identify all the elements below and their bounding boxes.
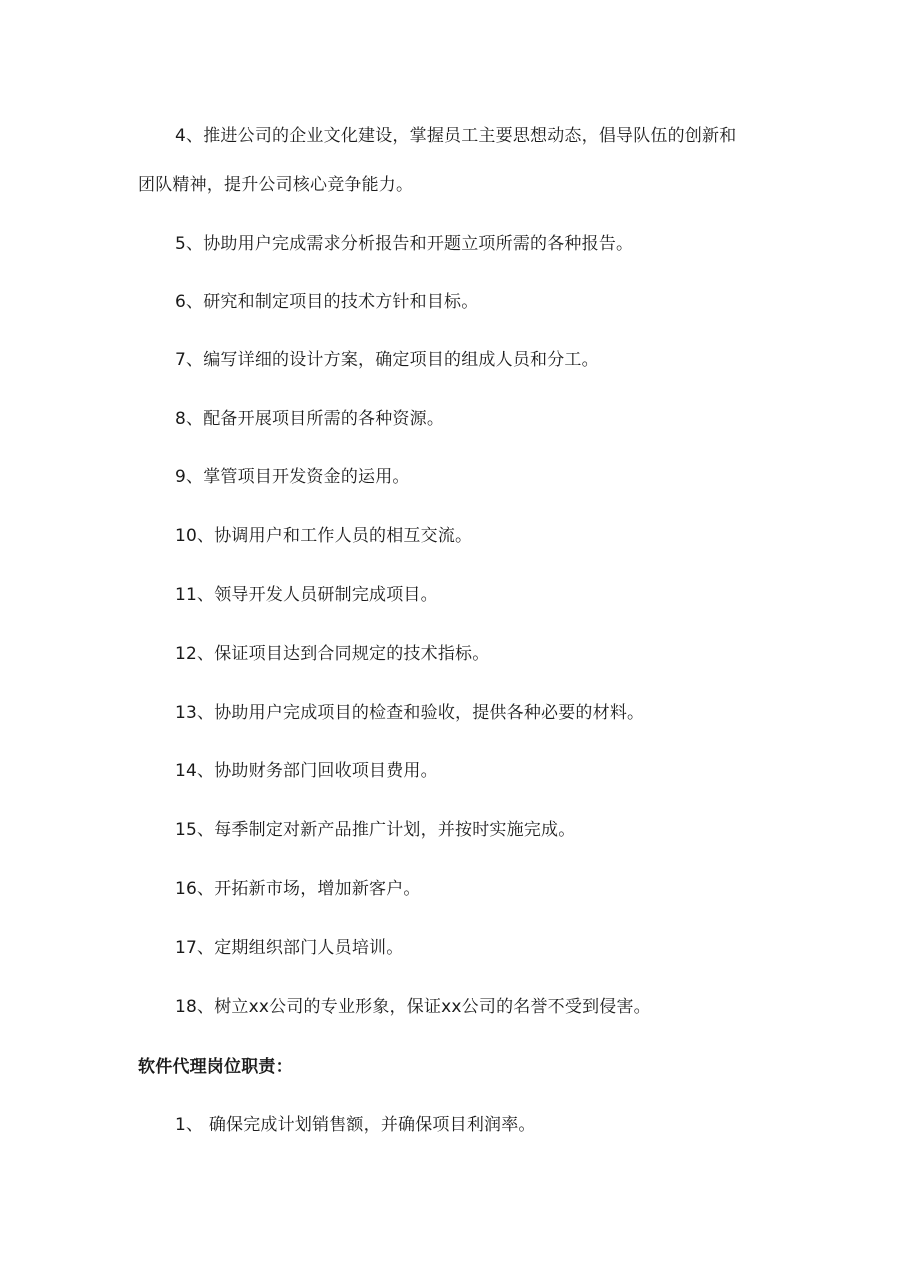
item-16: 16、开拓新市场，增加新客户。 — [175, 879, 421, 899]
item-18: 18、树立xx公司的专业形象，保证xx公司的名誉不受到侵害。 — [175, 997, 651, 1017]
item-5: 5、协助用户完成需求分析报告和开题立项所需的各种报告。 — [175, 234, 634, 254]
item-7: 7、编写详细的设计方案，确定项目的组成人员和分工。 — [175, 350, 599, 370]
item-9: 9、掌管项目开发资金的运用。 — [175, 467, 410, 487]
item-6: 6、研究和制定项目的技术方针和目标。 — [175, 292, 479, 312]
section-heading: 软件代理岗位职责： — [138, 1057, 293, 1077]
section-item-1: 1、 确保完成计划销售额，并确保项目利润率。 — [175, 1115, 536, 1135]
item-17: 17、定期组织部门人员培训。 — [175, 938, 404, 958]
item-15: 15、每季制定对新产品推广计划，并按时实施完成。 — [175, 820, 576, 840]
item-4-line-1: 4、推进公司的企业文化建设，掌握员工主要思想动态，倡导队伍的创新和 — [175, 126, 737, 146]
item-10: 10、协调用户和工作人员的相互交流。 — [175, 526, 473, 546]
item-4-line-2: 团队精神，提升公司核心竞争能力。 — [138, 175, 414, 195]
item-13: 13、协助用户完成项目的检查和验收，提供各种必要的材料。 — [175, 703, 645, 723]
item-8: 8、配备开展项目所需的各种资源。 — [175, 409, 445, 429]
item-12: 12、保证项目达到合同规定的技术指标。 — [175, 644, 490, 664]
item-11: 11、领导开发人员研制完成项目。 — [175, 585, 438, 605]
item-14: 14、协助财务部门回收项目费用。 — [175, 761, 438, 781]
